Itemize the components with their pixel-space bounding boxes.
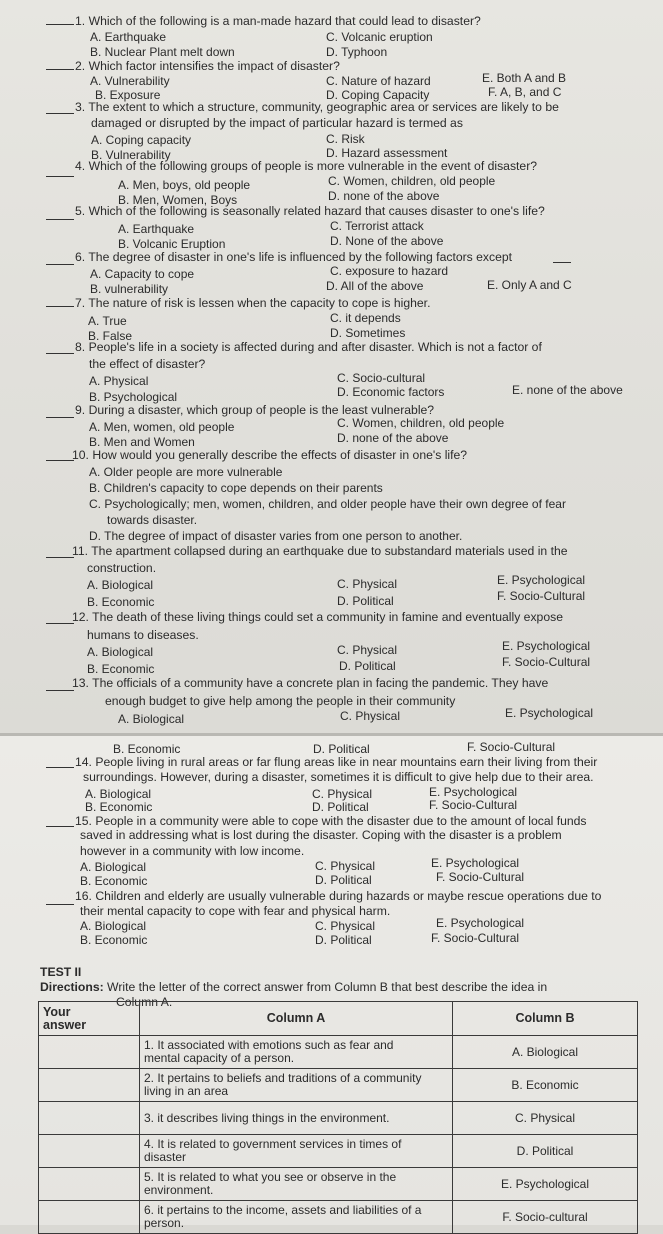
answer-cell-1[interactable]: [39, 1036, 140, 1069]
question-3-stem-line2: damaged or disrupted by the impact of particular hazard is termed as: [91, 116, 463, 130]
answer-cell-2[interactable]: [39, 1069, 140, 1102]
question-3-stem: 3. The extent to which a structure, community, geographic area or services are likely to be: [75, 100, 559, 114]
question-8-stem: 8. People's life in a society is affected during and after disaster. Which is not a factor of: [75, 340, 542, 354]
q8-option-b: B. Psychological: [89, 390, 178, 404]
q12-option-e: E. Psychological: [502, 639, 591, 653]
q14-option-a: A. Biological: [85, 787, 152, 801]
q2-option-c: C. Nature of hazard: [326, 74, 431, 88]
answer-cell-3[interactable]: [39, 1102, 140, 1135]
q1-option-d: D. Typhoon: [326, 45, 388, 59]
question-1-stem: 1. Which of the following is a man-made hazard that could lead to disaster?: [75, 14, 481, 28]
question-11-stem-line2: construction.: [87, 561, 157, 575]
table-row: [39, 1036, 638, 1069]
q8-option-e: E. none of the above: [512, 383, 623, 397]
answer-blank-12[interactable]: [46, 623, 74, 624]
answer-cell-5[interactable]: [39, 1168, 140, 1201]
column-a-item-2: 2. It pertains to beliefs and traditions of a community living in an area: [140, 1069, 453, 1102]
table-row: [39, 1102, 638, 1135]
question-5-stem: 5. Which of the following is seasonally related hazard that causes disaster to one's life?: [75, 204, 545, 218]
q16-option-d: D. Political: [315, 933, 372, 947]
column-b-item-a: A. Biological: [453, 1036, 638, 1069]
answer-blank-6[interactable]: [46, 264, 74, 265]
column-b-item-e: E. Psychological: [453, 1168, 638, 1201]
question-12-stem-line2: humans to diseases.: [87, 628, 199, 642]
table-row: [39, 1135, 638, 1168]
q2-option-d: D. Coping Capacity: [326, 88, 430, 102]
q12-option-f: F. Socio-Cultural: [502, 655, 591, 669]
q4-option-b: B. Men, Women, Boys: [118, 193, 238, 207]
question-13-stem-line2: enough budget to give help among the people in their community: [105, 694, 456, 708]
q6-option-c: C. exposure to hazard: [330, 264, 449, 278]
q14-option-e: E. Psychological: [429, 785, 518, 799]
q6-option-b: B. vulnerability: [90, 282, 169, 296]
q13-option-d: D. Political: [313, 742, 370, 756]
q13-option-f: F. Socio-Cultural: [467, 740, 556, 754]
column-b-item-f: F. Socio-cultural: [453, 1201, 638, 1234]
column-a-item-4: 4. It is related to government services in times of disaster: [140, 1135, 453, 1168]
question-16-stem: 16. Children and elderly are usually vulnerable during hazards or maybe rescue operations due to: [75, 889, 602, 903]
question-14-stem: 14. People living in rural areas or far flung areas like in near mountains earn their living from their: [75, 755, 598, 769]
q14-option-c: C. Physical: [312, 787, 373, 801]
question-2-stem: 2. Which factor intensifies the impact of disaster?: [75, 59, 340, 73]
q14-option-f: F. Socio-Cultural: [429, 798, 518, 812]
q7-option-d: D. Sometimes: [330, 326, 406, 340]
answer-blank-14[interactable]: [46, 767, 74, 768]
q1-option-a: A. Earthquake: [90, 30, 167, 44]
q10-option-a: A. Older people are more vulnerable: [89, 465, 283, 479]
question-12-stem: 12. The death of these living things could set a community in famine and eventually expose: [72, 610, 563, 624]
question-16-stem-line2: their mental capacity to cope with fear and physical harm.: [80, 904, 391, 918]
q3-option-d: D. Hazard assessment: [326, 146, 448, 160]
q5-option-d: D. None of the above: [330, 234, 444, 248]
answer-blank-5[interactable]: [46, 219, 74, 220]
q9-option-d: D. none of the above: [337, 431, 449, 445]
q11-option-c: C. Physical: [337, 577, 398, 591]
inline-blank-6[interactable]: [553, 262, 571, 263]
column-a-item-3: 3. it describes living things in the environment.: [140, 1102, 453, 1135]
answer-blank-2[interactable]: [46, 69, 74, 70]
answer-blank-13[interactable]: [46, 690, 74, 691]
answer-cell-4[interactable]: [39, 1135, 140, 1168]
question-9-stem: 9. During a disaster, which group of people is the least vulnerable?: [75, 403, 435, 417]
column-b-item-d: D. Political: [453, 1135, 638, 1168]
question-14-stem-line2: surroundings. However, during a disaster, sometimes it is difficult to give help due to their area.: [83, 770, 594, 784]
question-15-stem-line2: saved in addressing what is lost during the disaster. Coping with the disaster is a problem: [80, 828, 562, 842]
q11-option-d: D. Political: [337, 594, 394, 608]
q12-option-c: C. Physical: [337, 643, 398, 657]
question-6-stem: 6. The degree of disaster in one's life is influenced by the following factors except: [75, 250, 513, 264]
q3-option-b: B. Vulnerability: [91, 148, 171, 162]
q5-option-c: C. Terrorist attack: [330, 219, 424, 233]
q9-option-c: C. Women, children, old people: [337, 416, 505, 430]
q2-option-e: E. Both A and B: [482, 71, 567, 85]
column-a-item-6: 6. it pertains to the income, assets and liabilities of a person.: [140, 1201, 453, 1234]
q3-option-c: C. Risk: [326, 132, 365, 146]
q4-option-c: C. Women, children, old people: [328, 174, 496, 188]
question-13-stem: 13. The officials of a community have a concrete plan in facing the pandemic. They have: [72, 676, 549, 690]
q12-option-b: B. Economic: [87, 662, 155, 676]
q14-option-d: D. Political: [312, 800, 369, 814]
table-row: [39, 1201, 638, 1234]
question-8-stem-line2: the effect of disaster?: [89, 357, 206, 371]
q8-option-a: A. Physical: [89, 374, 149, 388]
q15-option-b: B. Economic: [80, 874, 148, 888]
q11-option-a: A. Biological: [87, 578, 154, 592]
q13-option-c: C. Physical: [340, 709, 401, 723]
question-15-stem: 15. People in a community were able to cope with the disaster due to the amount of local funds: [75, 814, 587, 828]
q15-option-c: C. Physical: [315, 859, 376, 873]
answer-blank-15[interactable]: [46, 826, 74, 827]
q6-option-a: A. Capacity to cope: [90, 267, 195, 281]
q8-option-d: D. Economic factors: [337, 385, 445, 399]
q7-option-c: C. it depends: [330, 311, 401, 325]
q12-option-d: D. Political: [339, 659, 396, 673]
column-a-item-5: 5. It is related to what you see or observe in the environment.: [140, 1168, 453, 1201]
table-row: [39, 1069, 638, 1102]
answer-cell-6[interactable]: [39, 1201, 140, 1234]
test-2-directions-line2: Column A.: [116, 995, 173, 1009]
q9-option-b: B. Men and Women: [89, 435, 195, 449]
answer-blank-8[interactable]: [46, 353, 74, 354]
header-column-b: Column B: [453, 1002, 638, 1036]
q4-option-d: D. none of the above: [328, 189, 440, 203]
q16-option-a: A. Biological: [80, 919, 147, 933]
answer-blank-16[interactable]: [46, 904, 74, 905]
test-2-title: TEST II: [40, 965, 82, 979]
q16-option-c: C. Physical: [315, 919, 376, 933]
q15-option-d: D. Political: [315, 873, 372, 887]
q14-option-b: B. Economic: [85, 800, 153, 814]
answer-blank-1[interactable]: [46, 24, 74, 25]
q1-option-b: B. Nuclear Plant melt down: [90, 45, 235, 59]
q6-option-d: D. All of the above: [326, 279, 424, 293]
q9-option-a: A. Men, women, old people: [89, 420, 235, 434]
question-7-stem: 7. The nature of risk is lessen when the capacity to cope is higher.: [75, 296, 431, 310]
q11-option-f: F. Socio-Cultural: [497, 589, 586, 603]
q15-option-a: A. Biological: [80, 860, 147, 874]
q13-option-b: B. Economic: [113, 742, 181, 756]
q12-option-a: A. Biological: [87, 645, 154, 659]
q6-option-e: E. Only A and C: [487, 278, 572, 292]
answer-blank-3[interactable]: [46, 113, 74, 114]
test-2-directions: Directions: Write the letter of the correct answer from Column B that best describe the idea in: [40, 980, 548, 994]
q10-option-d: D. The degree of impact of disaster varies from one person to another.: [89, 529, 463, 543]
matching-table: [38, 1001, 638, 1234]
q8-option-c: C. Socio-cultural: [337, 371, 426, 385]
q5-option-b: B. Volcanic Eruption: [118, 237, 226, 251]
question-11-stem: 11. The apartment collapsed during an earthquake due to substandard materials used in the: [72, 544, 568, 558]
q10-option-c-line2: towards disaster.: [107, 513, 198, 527]
question-15-stem-line3: however in a community with low income.: [80, 844, 305, 858]
q4-option-a: A. Men, boys, old people: [118, 178, 251, 192]
q16-option-e: E. Psychological: [436, 916, 525, 930]
question-10-stem: 10. How would you generally describe the effects of disaster in one's life?: [72, 448, 468, 462]
q11-option-b: B. Economic: [87, 595, 155, 609]
q1-option-c: C. Volcanic eruption: [326, 30, 433, 44]
q2-option-f: F. A, B, and C: [488, 85, 562, 99]
answer-blank-10[interactable]: [46, 460, 74, 461]
q5-option-a: A. Earthquake: [118, 222, 195, 236]
column-b-item-c: C. Physical: [453, 1102, 638, 1135]
q13-option-e: E. Psychological: [505, 706, 594, 720]
q10-option-b: B. Children's capacity to cope depends on their parents: [89, 481, 383, 495]
q15-option-f: F. Socio-Cultural: [436, 870, 525, 884]
q3-option-a: A. Coping capacity: [91, 133, 192, 147]
q2-option-a: A. Vulnerability: [90, 74, 170, 88]
q2-option-b: B. Exposure: [95, 88, 161, 102]
answer-blank-4[interactable]: [46, 176, 74, 177]
answer-blank-7[interactable]: [46, 306, 74, 307]
header-column-a: Column A: [140, 1002, 453, 1036]
q16-option-b: B. Economic: [80, 933, 148, 947]
q16-option-f: F. Socio-Cultural: [431, 931, 520, 945]
q15-option-e: E. Psychological: [431, 856, 520, 870]
answer-blank-11[interactable]: [46, 557, 74, 558]
q7-option-a: A. True: [88, 314, 127, 328]
question-4-stem: 4. Which of the following groups of people is more vulnerable in the event of disaster?: [75, 159, 538, 173]
q13-option-a: A. Biological: [118, 712, 185, 726]
table-row: [39, 1168, 638, 1201]
q11-option-e: E. Psychological: [497, 573, 586, 587]
q10-option-c: C. Psychologically; men, women, children, and older people have their own degree of fear: [89, 497, 566, 511]
answer-blank-9[interactable]: [46, 417, 74, 418]
header-your-answer: Your answer: [39, 1002, 140, 1036]
q7-option-b: B. False: [88, 329, 133, 343]
column-b-item-b: B. Economic: [453, 1069, 638, 1102]
column-a-item-1: 1. It associated with emotions such as fear and mental capacity of a person.: [140, 1036, 453, 1069]
